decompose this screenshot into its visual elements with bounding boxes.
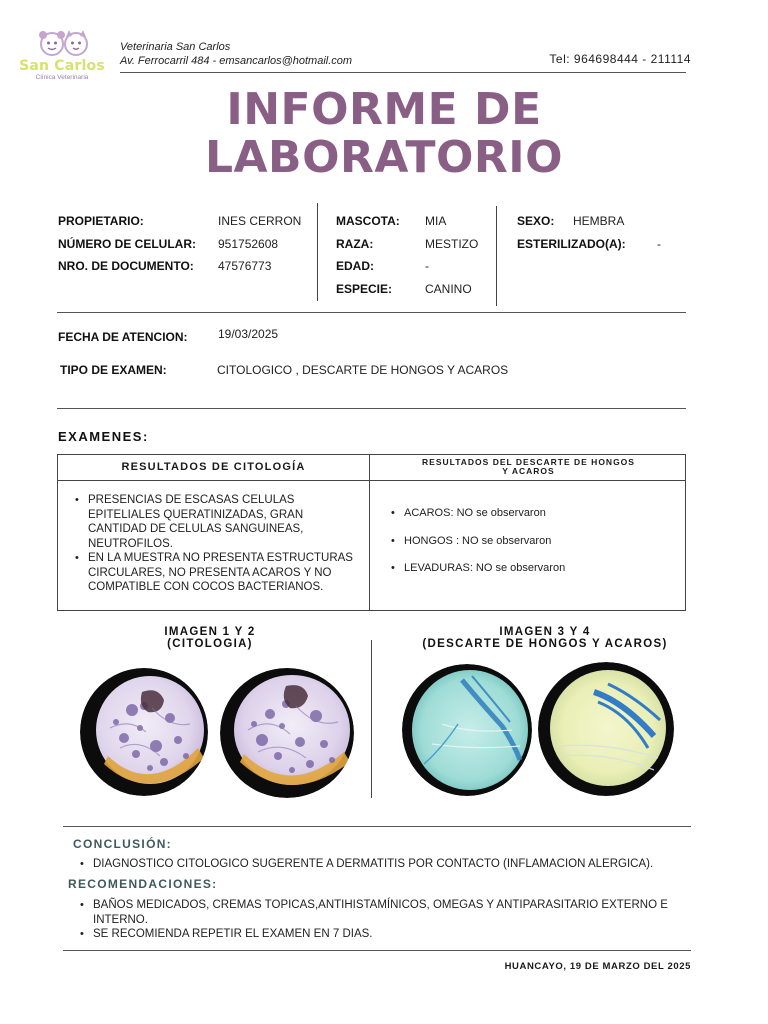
age-label: EDAD: (336, 259, 374, 273)
recommendations-title: RECOMENDACIONES: (68, 877, 218, 891)
document-value: 47576773 (218, 259, 272, 273)
fungi-results-list (390, 506, 670, 589)
age-value: - (425, 259, 429, 273)
cytology-image-1 (80, 668, 208, 796)
fungi-image-3 (402, 664, 532, 796)
fungi-images-title-line-1: IMAGEN 3 Y 4 (499, 626, 591, 638)
cytology-results-list (74, 493, 359, 595)
footer-divider (63, 950, 691, 951)
list-item: • ACAROS: NO se observaron (390, 506, 670, 521)
cytology-header: RESULTADOS DE CITOLOGÍA (121, 461, 306, 473)
page-title (0, 86, 768, 182)
cytology-images-title-line-2: (CITOLOGIA) (167, 638, 253, 650)
results-header-divider (58, 480, 685, 481)
document-label: NRO. DE DOCUMENTO: (58, 259, 194, 273)
header-divider (120, 72, 686, 73)
breed-label: RAZA: (336, 237, 374, 251)
species-value: CANINO (425, 282, 472, 296)
conclusion-title: CONCLUSIÓN: (73, 837, 172, 851)
results-column-divider (369, 455, 370, 610)
place-date: HUANCAYO, 19 DE MARZO DEL 2025 (504, 961, 691, 972)
fungi-header-line-2: Y ACAROS (502, 466, 555, 476)
exam-type-label: TIPO DE EXAMEN: (60, 363, 167, 377)
cytology-images-title (110, 626, 310, 650)
fungi-header (370, 458, 687, 476)
phone-value: 951752608 (218, 237, 279, 251)
info-divider-1 (317, 203, 318, 301)
cytology-images-title-line-1: IMAGEN 1 Y 2 (164, 626, 256, 638)
pet-label: MASCOTA: (336, 214, 400, 228)
date-label: FECHA DE ATENCION: (58, 330, 188, 344)
logo-brand: San Carlos (19, 58, 105, 74)
info-bottom-divider (57, 312, 686, 313)
exams-title: EXAMENES: (58, 429, 149, 444)
sterilized-value: - (657, 237, 661, 251)
title-line-1: INFORME DE (226, 84, 542, 135)
cytology-image-2 (220, 668, 354, 798)
pet-faces-icon (36, 28, 92, 60)
phone-label: NÚMERO DE CELULAR: (58, 237, 196, 251)
exam-type-value: CITOLOGICO , DESCARTE DE HONGOS Y ACAROS (217, 363, 509, 377)
images-divider (371, 640, 372, 798)
sex-value: HEMBRA (573, 214, 625, 228)
attention-divider (57, 408, 686, 409)
breed-value: MESTIZO (425, 237, 479, 251)
list-item: • LEVADURAS: NO se observaron (390, 561, 670, 576)
clinic-logo (16, 28, 108, 84)
images-bottom-divider (63, 826, 691, 827)
species-label: ESPECIE: (336, 282, 393, 296)
results-table (57, 454, 686, 611)
list-item: • PRESENCIAS DE ESCASAS CELULAS EPITELIALES QUERATINIZADAS, GRAN CANTIDAD DE CELULAS SANGUINEAS, NEUTROFILOS. (74, 493, 359, 551)
pet-value: MIA (425, 214, 447, 228)
fungi-image-4 (538, 662, 674, 796)
clinic-address: Av. Ferrocarril 484 - emsancarlos@hotmail.com (120, 55, 353, 67)
info-divider-2 (496, 206, 497, 306)
sterilized-label: ESTERILIZADO(A): (517, 237, 626, 251)
list-item: • HONGOS : NO se observaron (390, 534, 670, 549)
logo-subtitle: Clínica Veterinaria (35, 74, 89, 81)
clinic-phone: Tel: 964698444 - 211114 (549, 52, 691, 66)
list-item: • BAÑOS MEDICADOS, CREMAS TOPICAS,ANTIHISTAMÍNICOS, OMEGAS Y ANTIPARASITARIO EXTERNO E INTERNO. (79, 898, 671, 927)
list-item: • SE RECOMIENDA REPETIR EL EXAMEN EN 7 DIAS. (79, 927, 671, 942)
date-value: 19/03/2025 (218, 327, 279, 341)
conclusion-list (79, 857, 679, 872)
list-item: • DIAGNOSTICO CITOLOGICO SUGERENTE A DERMATITIS POR CONTACTO (INFLAMACION ALERGICA). (79, 857, 679, 872)
owner-value: INES CERRON (218, 214, 302, 228)
clinic-name: Veterinaria San Carlos (120, 41, 231, 53)
owner-label: PROPIETARIO: (58, 214, 144, 228)
title-line-2: LABORATORIO (204, 132, 564, 183)
recommendations-list (79, 898, 671, 942)
fungi-images-title (400, 626, 690, 650)
sex-label: SEXO: (517, 214, 555, 228)
fungi-header-line-1: RESULTADOS DEL DESCARTE DE HONGOS (422, 457, 635, 467)
fungi-images-title-line-2: (DESCARTE DE HONGOS Y ACAROS) (422, 638, 668, 650)
clinic-info (120, 40, 352, 68)
list-item: • EN LA MUESTRA NO PRESENTA ESTRUCTURAS CIRCULARES, NO PRESENTA ACAROS Y NO COMPATIBLE CON COCOS BACTERIANOS. (74, 551, 359, 595)
